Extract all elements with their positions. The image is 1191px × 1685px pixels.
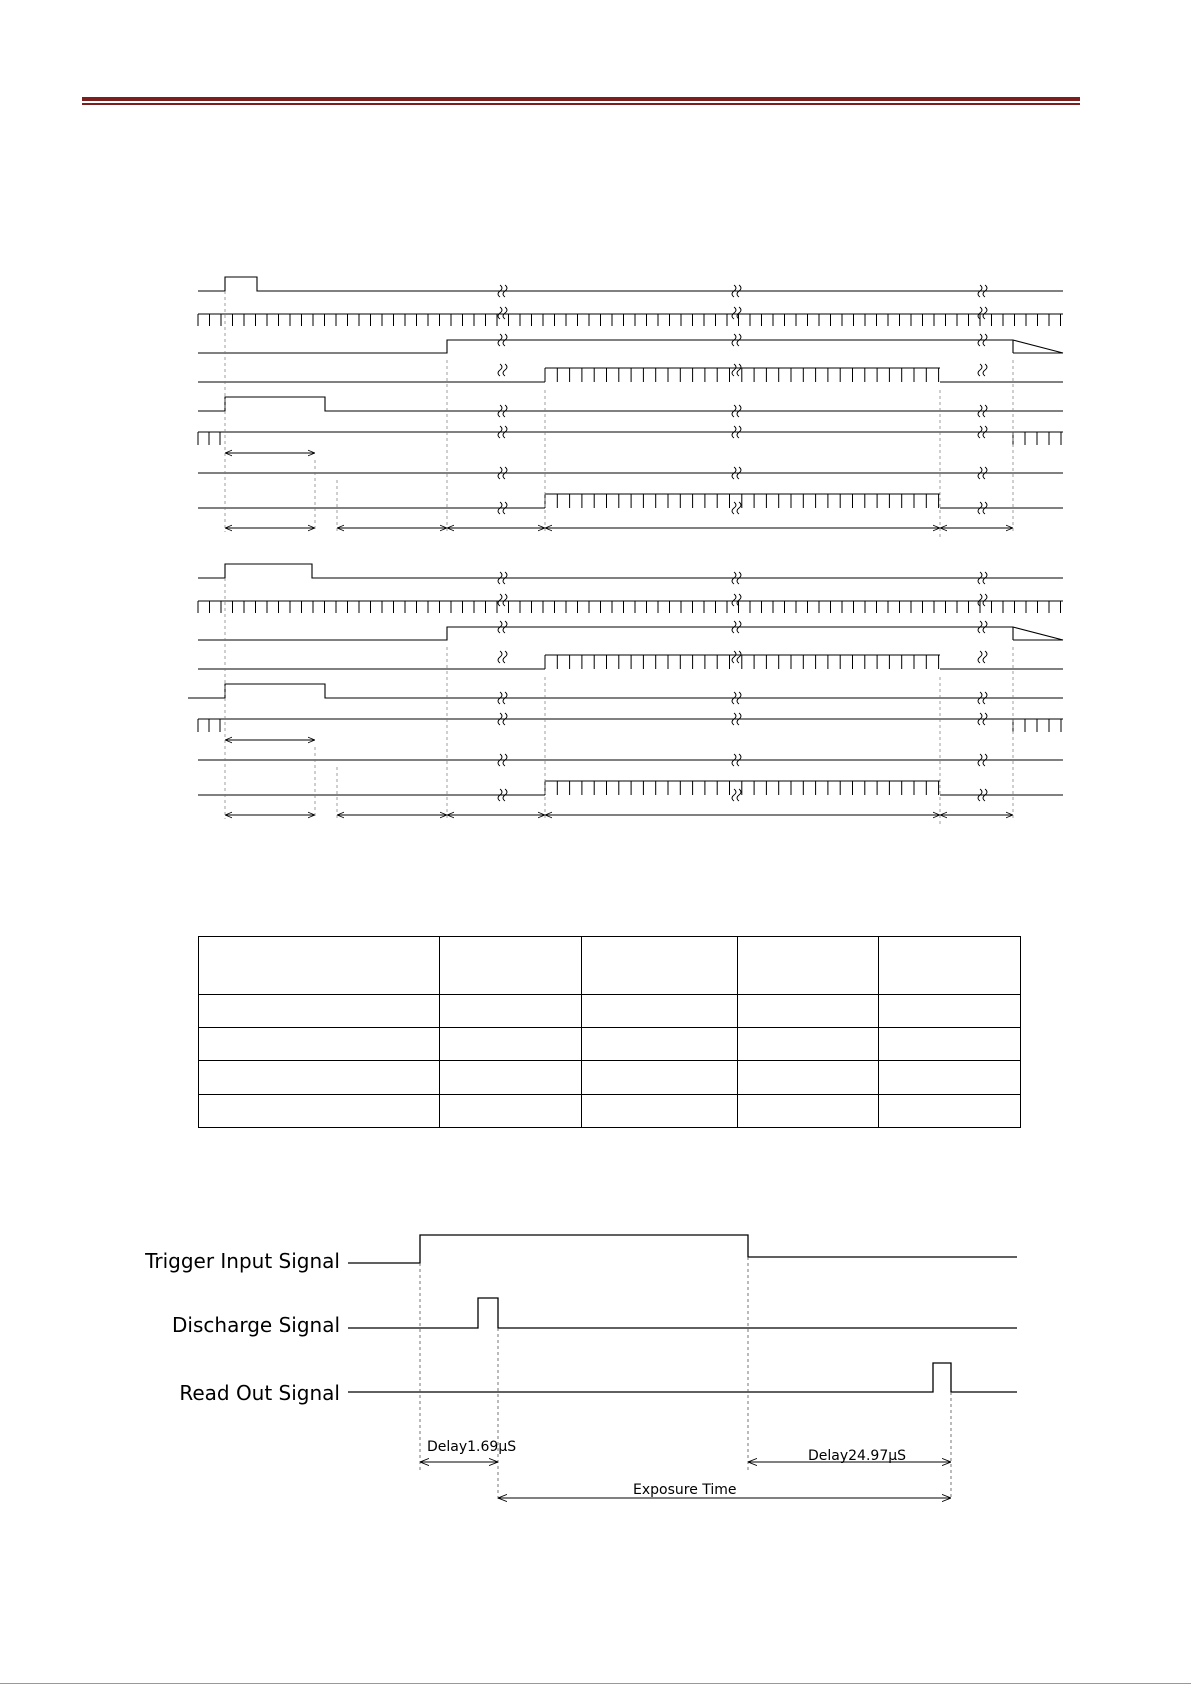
trigger-timing-diagram xyxy=(0,1200,1191,1520)
table-cell xyxy=(879,1027,1021,1060)
burst2-waveform xyxy=(545,494,940,508)
break-mark xyxy=(498,651,507,663)
level-waveform xyxy=(198,340,1063,353)
spec-table xyxy=(198,936,1021,1128)
table-cell xyxy=(199,1094,440,1127)
table-cell xyxy=(879,1094,1021,1127)
trigger-input-label: Trigger Input Signal xyxy=(145,1249,340,1273)
burst2-waveform xyxy=(545,781,940,795)
break-mark xyxy=(978,307,987,319)
table-cell xyxy=(199,1027,440,1060)
table-cell xyxy=(738,994,879,1027)
table-cell xyxy=(199,994,440,1027)
trigger-input-waveform xyxy=(348,1235,1017,1263)
break-mark xyxy=(498,594,507,606)
delay-end-label: Delay24.97μS xyxy=(808,1448,907,1464)
edge-ticks-right xyxy=(1013,719,1063,732)
table-cell xyxy=(440,1061,582,1094)
edge-ticks-left xyxy=(198,719,222,732)
table-cell xyxy=(738,1061,879,1094)
footer-rule xyxy=(0,1683,1191,1684)
exposure-label: Exposure Time xyxy=(633,1482,737,1498)
pulse-waveform xyxy=(198,564,1063,578)
discharge-waveform xyxy=(348,1298,1017,1328)
table-cell xyxy=(440,994,582,1027)
table-cell xyxy=(582,937,738,995)
table-cell xyxy=(582,1061,738,1094)
table-cell xyxy=(738,937,879,995)
level-waveform xyxy=(198,627,1063,640)
delay-start-label: Delay1.69μS xyxy=(427,1439,517,1455)
burst-waveform xyxy=(545,655,940,669)
table-cell xyxy=(879,1061,1021,1094)
table-row xyxy=(199,994,1021,1027)
table-cell xyxy=(440,937,582,995)
table-cell xyxy=(738,1027,879,1060)
enable-waveform xyxy=(188,684,1063,698)
clock-waveform xyxy=(198,314,1063,326)
pulse-waveform xyxy=(198,277,1063,291)
table-cell xyxy=(440,1027,582,1060)
break-mark xyxy=(978,651,987,663)
table-cell xyxy=(582,1027,738,1060)
discharge-signal-label: Discharge Signal xyxy=(172,1313,340,1337)
read-out-waveform xyxy=(348,1363,1017,1392)
break-mark xyxy=(732,651,741,663)
enable-waveform xyxy=(198,397,1063,411)
table-cell xyxy=(582,994,738,1027)
table-cell xyxy=(199,937,440,995)
edge-ticks-left xyxy=(198,432,222,445)
table-header-row xyxy=(199,937,1021,995)
break-mark xyxy=(498,364,507,376)
table-row xyxy=(199,1027,1021,1060)
table-row xyxy=(199,1094,1021,1127)
break-mark xyxy=(498,307,507,319)
break-mark xyxy=(732,307,741,319)
table-cell xyxy=(440,1094,582,1127)
break-mark xyxy=(732,594,741,606)
table-cell xyxy=(879,994,1021,1027)
read-out-signal-label: Read Out Signal xyxy=(179,1381,340,1405)
break-mark xyxy=(732,502,741,514)
break-mark xyxy=(732,364,741,376)
burst-waveform xyxy=(545,368,940,382)
table-cell xyxy=(199,1061,440,1094)
table-row xyxy=(199,1061,1021,1094)
break-mark xyxy=(978,594,987,606)
table-cell xyxy=(879,937,1021,995)
table-cell xyxy=(582,1094,738,1127)
break-mark xyxy=(732,789,741,801)
table-cell xyxy=(738,1094,879,1127)
clock-waveform xyxy=(198,601,1063,613)
break-mark xyxy=(978,364,987,376)
edge-ticks-right xyxy=(1013,432,1063,445)
